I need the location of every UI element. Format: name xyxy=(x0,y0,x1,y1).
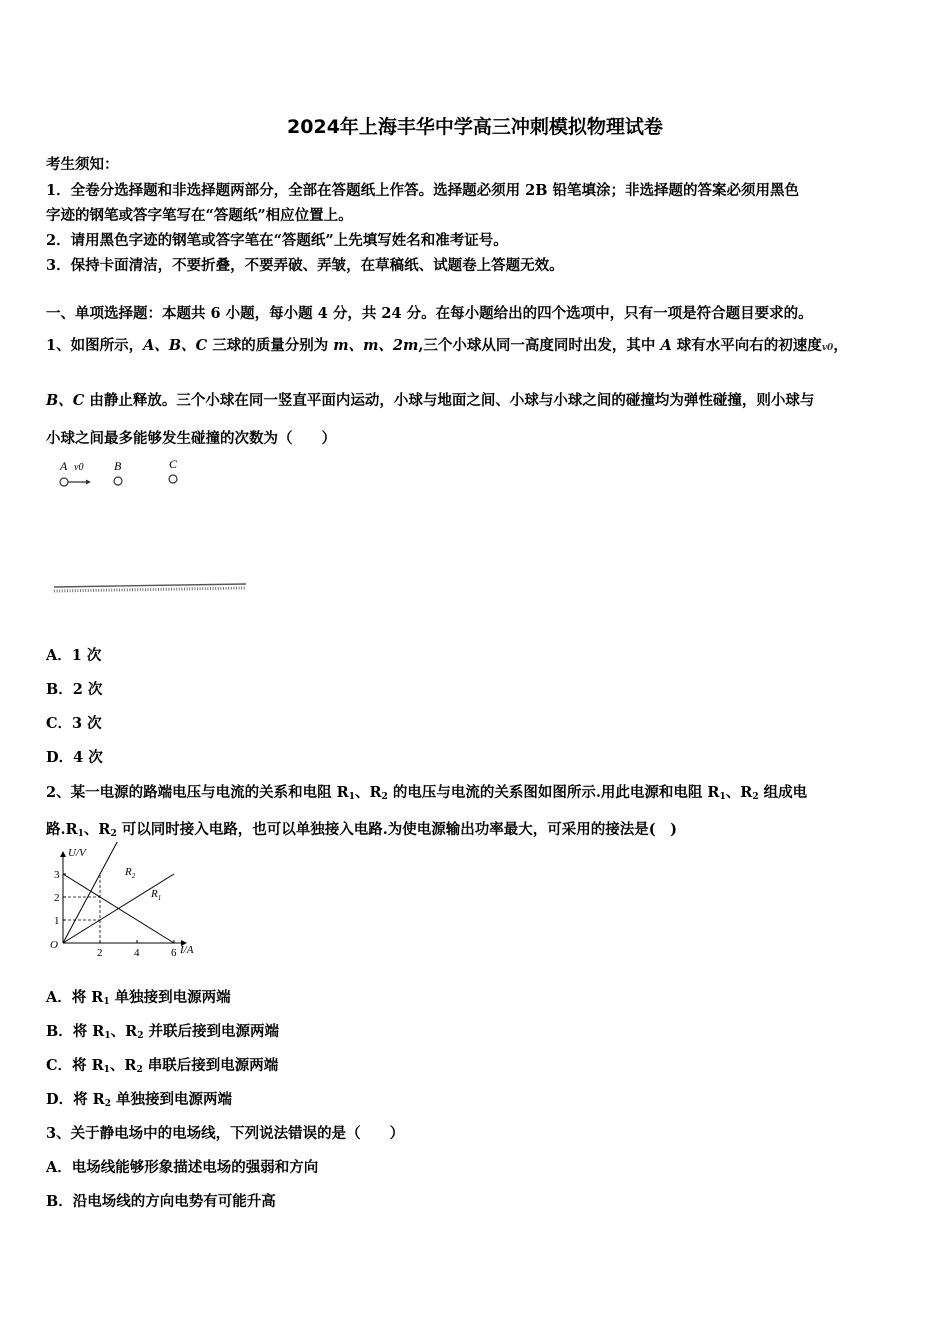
ball-a xyxy=(60,478,68,486)
ball-b xyxy=(114,477,122,485)
y-tick-label: 3 xyxy=(54,869,60,881)
ball-c xyxy=(169,475,177,483)
question-1-option-c[interactable]: C．3 次 xyxy=(46,715,102,732)
r1-label: $R_1$ xyxy=(151,888,162,902)
page-title: 2024年上海丰华中学高三冲刺模拟物理试卷 xyxy=(287,116,663,138)
question-2-line-1: 2、某一电源的路端电压与电流的关系和电阻 $R_1$、$R_2$ 的电压与电流的关系图如图所示.用此电源和电阻 $R_1$、$R_2$ 组成电 xyxy=(46,784,808,802)
question-2-line-2: 路$.R_1$、$R_2$ 可以同时接入电路，也可以单独接入电路.为使电源输出功率最大，可采用的接法是( ) xyxy=(46,821,678,839)
v0-symbol: v0 xyxy=(821,343,834,353)
figure-label-b: B xyxy=(114,459,122,473)
question-1-figure xyxy=(50,456,260,606)
r2-label: $R_2$ xyxy=(125,866,136,880)
question-3-option-b[interactable]: B．沿电场线的方向电势有可能升高 xyxy=(46,1193,276,1210)
x-tick-label: 4 xyxy=(134,947,140,959)
question-2-option-d[interactable]: D．将 $R_2$ 单独接到电源两端 xyxy=(46,1091,233,1109)
question-2-option-b[interactable]: B．将 $R_1$、$R_2$ 并联后接到电源两端 xyxy=(46,1023,280,1041)
x-tick-label: 2 xyxy=(97,947,103,959)
figure-label-c: C xyxy=(169,457,178,471)
notice-item-2: 2．请用黑色字迹的钢笔或答字笔在“答题纸”上先填写姓名和准考证号。 xyxy=(46,232,508,249)
velocity-arrowhead xyxy=(86,480,91,485)
section-heading: 一、单项选择题：本题共 6 小题，每小题 4 分，共 24 分。在每小题给出的四个选项中，只有一项是符合题目要求的。 xyxy=(46,305,813,322)
x-axis-label: I/A xyxy=(180,944,194,956)
question-1-line-1: 1、如图所示，A、B、C 三球的质量分别为 m、m、2m,三个小球从同一高度同时出发，其中 A 球有水平向右的初速度v0， xyxy=(46,337,848,354)
y-tick-label: 2 xyxy=(54,892,60,904)
ground-hatching xyxy=(54,588,246,591)
question-2-option-a[interactable]: A．将 $R_1$ 单独接到电源两端 xyxy=(46,989,231,1007)
notice-item-3: 3．保持卡面清洁，不要折叠，不要弄破、弄皱，在草稿纸、试题卷上答题无效。 xyxy=(46,257,564,274)
question-3-option-a[interactable]: A．电场线能够形象描述电场的强弱和方向 xyxy=(46,1159,319,1176)
question-1-option-a[interactable]: A．1 次 xyxy=(46,647,102,664)
ground-line xyxy=(54,584,246,587)
figure-label-v0: v0 xyxy=(74,462,84,473)
question-1-option-d[interactable]: D．4 次 xyxy=(46,749,103,766)
x-tick-label: 6 xyxy=(171,947,177,959)
origin-label: O xyxy=(50,939,58,951)
notice-heading: 考生须知： xyxy=(46,156,119,173)
y-tick-label: 1 xyxy=(54,915,60,927)
question-2-option-c[interactable]: C．将 $R_1$、$R_2$ 串联后接到电源两端 xyxy=(46,1057,279,1075)
question-3-stem: 3、关于静电场中的电场线，下列说法错误的是（ ） xyxy=(46,1125,405,1142)
figure-label-a: A xyxy=(60,459,68,473)
question-2-graph xyxy=(44,842,204,960)
notice-item-1b: 字迹的钢笔或答字笔写在“答题纸”相应位置上。 xyxy=(46,207,353,224)
notice-item-1a: 1．全卷分选择题和非选择题两部分，全部在答题纸上作答。选择题必须用 2B 铅笔填涂；非选择题的答案必须用黑色 xyxy=(46,182,800,199)
y-axis-label: U/V xyxy=(68,847,86,859)
question-1-line-3: 小球之间最多能够发生碰撞的次数为（ ） xyxy=(46,430,336,447)
question-1-line-2: B、C 由静止释放。三个小球在同一竖直平面内运动，小球与地面之间、小球与小球之间的碰撞均为弹性碰撞，则小球与 xyxy=(46,392,815,409)
question-1-option-b[interactable]: B．2 次 xyxy=(46,681,103,698)
